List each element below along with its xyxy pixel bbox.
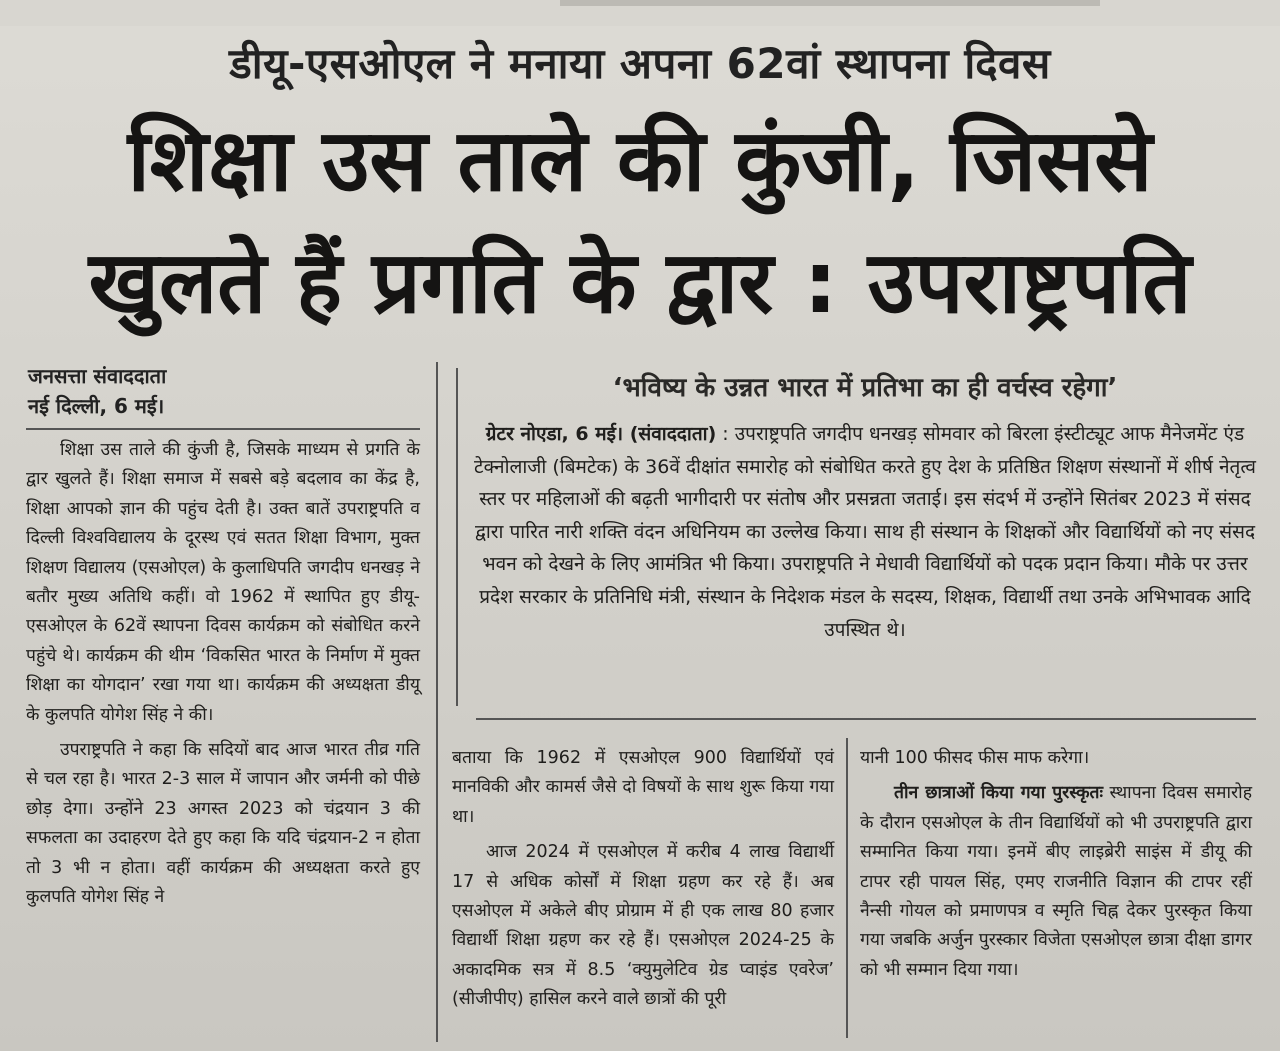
column-divider-right xyxy=(846,738,848,1038)
box-story-text: : उपराष्ट्रपति जगदीप धनखड़ सोमवार को बिरला इंस्टीट्यूट आफ मैनेजमेंट एंड टेक्नोलाजी (बिमटेक) के 36वें दीक्षांत समारोह को संबोधित करते हुए देश के प्रतिष्ठित शिक्षण संस्थानों में शीर्ष नेतृत्व स्तर पर महिलाओं की बढ़ती भागीदारी पर संतोष और प्रसन्नता जताई। इस संदर्भ में उन्होंने सितंबर 2023 में संसद द्वारा पारित नारी शक्ति वंदन अधिनियम का उल्लेख किया। साथ ही संस्थान के शिक्षकों और विद्यार्थियों को नए संसद भवन को देखने के लिए आमंत्रित भी किया। उपराष्ट्रपति ने मेधावी विद्यार्थियों को पदक प्रदान किया। मौके पर उत्तर प्रदेश सरकार के प्रतिनिधि मंत्री, संस्थान के निदेशक मंडल के सदस्य, शिक्षक, विद्यार्थी तथा उनके अभिभावक आदि उपस्थित थे। xyxy=(474,423,1256,641)
story-paragraph-5: यानी 100 फीसद फीस माफ करेगा। xyxy=(860,748,1090,768)
box-story-lead: ग्रेटर नोएडा, 6 मई। (संवाददाता) xyxy=(485,423,717,445)
dateline: नई दिल्ली, 6 मई। xyxy=(28,394,165,418)
column-divider-left xyxy=(436,362,438,1042)
awards-subhead: तीन छात्राओं किया गया पुरस्कृतः xyxy=(894,783,1104,804)
story-paragraph-6 xyxy=(860,779,1252,985)
awards-text: स्थापना दिवस समारोह के दौरान एसओएल के तीन विद्यार्थियों को भी उपराष्ट्रपति द्वारा सम्मानित किया गया। इनमें बीए लाइब्रेरी साइंस में डीयू की टापर रही पायल सिंह, एमए राजनीति विज्ञान की टापर रहीं नैन्सी गोयल को प्रमाणपत्र व स्मृति चिह्न देकर पुरस्कृत किया गया जबकि अर्जुन पुरस्कार विजेता एसओएल छात्रा दीक्षा डागर को भी सम्मान दिया गया। xyxy=(860,783,1252,980)
box-divider-left xyxy=(456,368,458,706)
byline: जनसत्ता संवाददाता xyxy=(28,364,167,388)
box-story-body xyxy=(470,418,1260,646)
main-headline-line-2: खुलते हैं प्रगति के द्वार : उपराष्ट्रपति xyxy=(88,233,1192,333)
box-bottom-rule xyxy=(476,718,1256,720)
story-column-3 xyxy=(860,744,1252,985)
cut-text-fragment xyxy=(560,0,1100,6)
box-story-title: ‘भविष्य के उन्नत भारत में प्रतिभा का ही वर्चस्व रहेगा’ xyxy=(612,373,1118,403)
story-paragraph-4: आज 2024 में एसओएल में करीब 4 लाख विद्यार्थी 17 से अधिक कोर्सों में शिक्षा ग्रहण कर रहे हैं। अब एसओएल में अकेले बीए प्रोग्राम में ही एक लाख 80 हजार विद्यार्थी शिक्षा ग्रहण कर रहे हैं। एसओएल 2024-25 के अकादमिक सत्र में 8.5 ‘क्युमुलेटिव ग्रेड प्वाइंड एवरेज’ (सीजीपीए) हासिल करने वाले छात्रों की पूरी xyxy=(452,842,834,1010)
divider-under-dateline xyxy=(26,428,420,430)
story-paragraph-3: बताया कि 1962 में एसओएल 900 विद्यार्थियों एवं मानविकी और कामर्स जैसे दो विषयों के साथ शुरू किया गया था। xyxy=(452,748,834,827)
main-headline-line-1: शिक्षा उस ताले की कुंजी, जिससे xyxy=(127,111,1153,211)
story-column-2 xyxy=(452,744,834,1015)
story-column-1 xyxy=(26,436,420,913)
story-paragraph-1: शिक्षा उस ताले की कुंजी है, जिसके माध्यम से प्रगति के द्वार खुलते हैं। शिक्षा समाज में सबसे बड़े बदलाव का केंद्र है, शिक्षा आपको ज्ञान की पहुंच देती है। उक्त बातें उपराष्ट्रपति व दिल्ली विश्वविद्यालय के दूरस्थ एवं सतत शिक्षा विभाग, मुक्त शिक्षण विद्यालय (एसओएल) के कुलाधिपति जगदीप धनखड़ ने बतौर मुख्य अतिथि कहीं। वो 1962 में स्थापित हुए डीयू-एसओएल के 62वें स्थापना दिवस कार्यक्रम को संबोधित करने पहुंचे थे। कार्यक्रम की थीम ‘विकसित भारत के निर्माण में मुक्त शिक्षा का योगदान’ रखा गया था। कार्यक्रम की अध्यक्षता डीयू के कुलपति योगेश सिंह ने की। xyxy=(26,440,420,725)
story-paragraph-2: उपराष्ट्रपति ने कहा कि सदियों बाद आज भारत तीव्र गति से चल रहा है। भारत 2-3 साल में जापान और जर्मनी को पीछे छोड़ देगा। उन्होंने 23 अगस्त 2023 को चंद्रयान 3 की सफलता का उदाहरण देते हुए कहा कि यदि चंद्रयान-2 न होता तो 3 भी न होता। वहीं कार्यक्रम की अध्यक्षता करते हुए कुलपति योगेश सिंह ने xyxy=(26,740,420,908)
kicker-headline: डीयू-एसओएल ने मनाया अपना 62वां स्थापना दिवस xyxy=(229,39,1051,88)
previous-article-edge xyxy=(0,0,1280,26)
